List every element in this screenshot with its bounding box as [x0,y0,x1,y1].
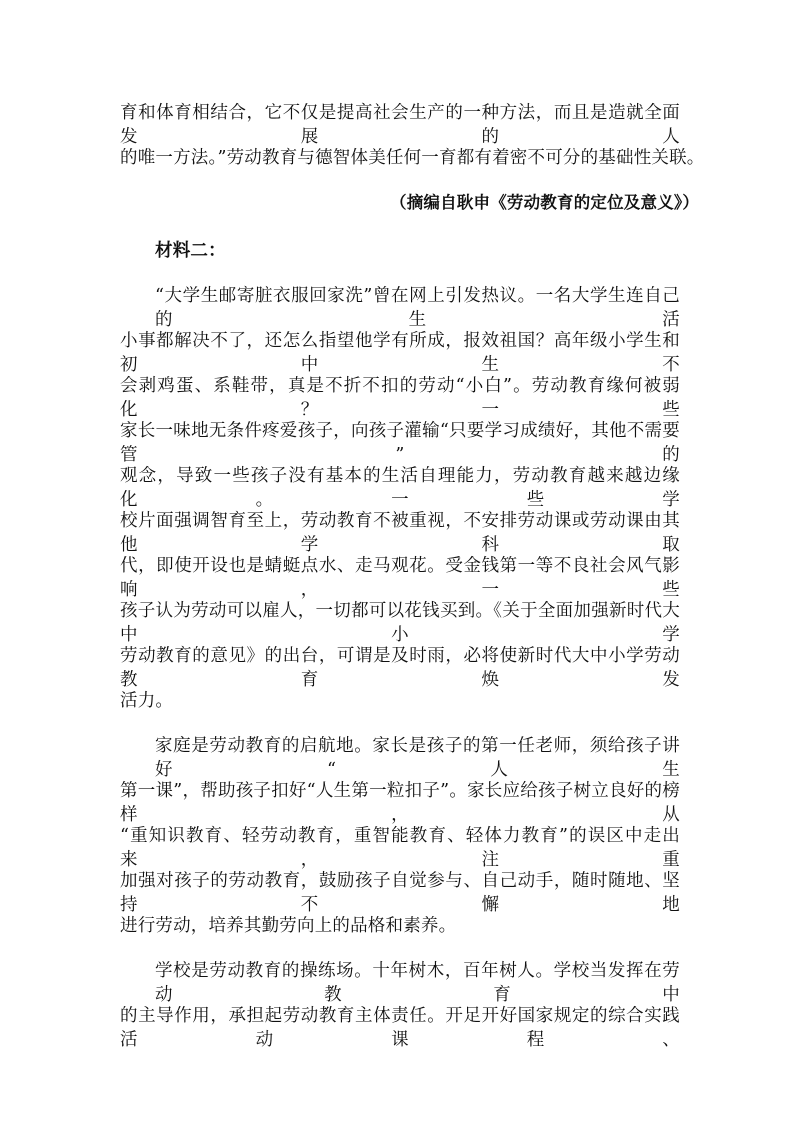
material2-heading: 材料二： [155,241,226,261]
paragraph1-line: 孩子认为劳动可以雇人，一切都可以花钱买到。《关于全面加强新时代大中小学 [120,601,680,645]
source-citation: （摘编自耿申《劳动教育的定位及意义》） [390,193,700,212]
paragraph1-line: 家长一味地无条件疼爱孩子，向孩子灌输“只要学习成绩好，其他不需要管”的 [120,421,680,465]
paragraph3-line: 学校是劳动教育的操练场。十年树木，百年树人。学校当发挥在劳动教育中 [155,961,680,1005]
paragraph2-line: 家庭是劳动教育的启航地。家长是孩子的第一任老师，须给孩子讲好“人生 [155,736,680,780]
paragraph1-line: 小事都解决不了，还怎么指望他学有所成，报效祖国？高年级小学生和初中生不 [120,331,680,375]
paragraph1-line: 劳动教育的意见》的出台，可谓是及时雨，必将使新时代大中小学劳动教育焕发 [120,646,680,690]
paragraph3-line: 的主导作用，承担起劳动教育主体责任。开足开好国家规定的综合实践活动课程、 [120,1006,680,1050]
paragraph2-line: 第一课”，帮助孩子扣好“人生第一粒扣子”。家长应给孩子树立良好的榜样，从 [120,781,680,825]
paragraph2-line: 进行劳动，培养其勤劳向上的品格和素养。 [120,916,457,936]
paragraph2-line: “重知识教育、轻劳动教育，重智能教育、轻体力教育”的误区中走出来，注重 [120,826,680,870]
material1-line-2: 的唯一方法。”劳动教育与德智体美任何一育都有着密不可分的基础性关联。 [120,148,705,168]
paragraph1-line: “大学生邮寄脏衣服回家洗”曾在网上引发热议。一名大学生连自己的生活 [155,286,680,330]
paragraph1-line: 校片面强调智育至上，劳动教育不被重视，不安排劳动课或劳动课由其他学科取 [120,511,680,555]
material1-line-1: 育和体育相结合，它不仅是提高社会生产的一种方法，而且是造就全面发展的人 [120,103,680,147]
paragraph1-line: 观念，导致一些孩子没有基本的生活自理能力，劳动教育越来越边缘化。一些学 [120,466,680,510]
paragraph1-line: 活力。 [120,691,174,711]
paragraph1-line: 代，即使开设也是蜻蜓点水、走马观花。受金钱第一等不良社会风气影响，一些 [120,556,680,600]
paragraph1-line: 会剥鸡蛋、系鞋带，真是不折不扣的劳动“小白”。劳动教育缘何被弱化？一些 [120,376,680,420]
paragraph2-line: 加强对孩子的劳动教育，鼓励孩子自觉参与、自己动手，随时随地、坚持不懈地 [120,871,680,915]
